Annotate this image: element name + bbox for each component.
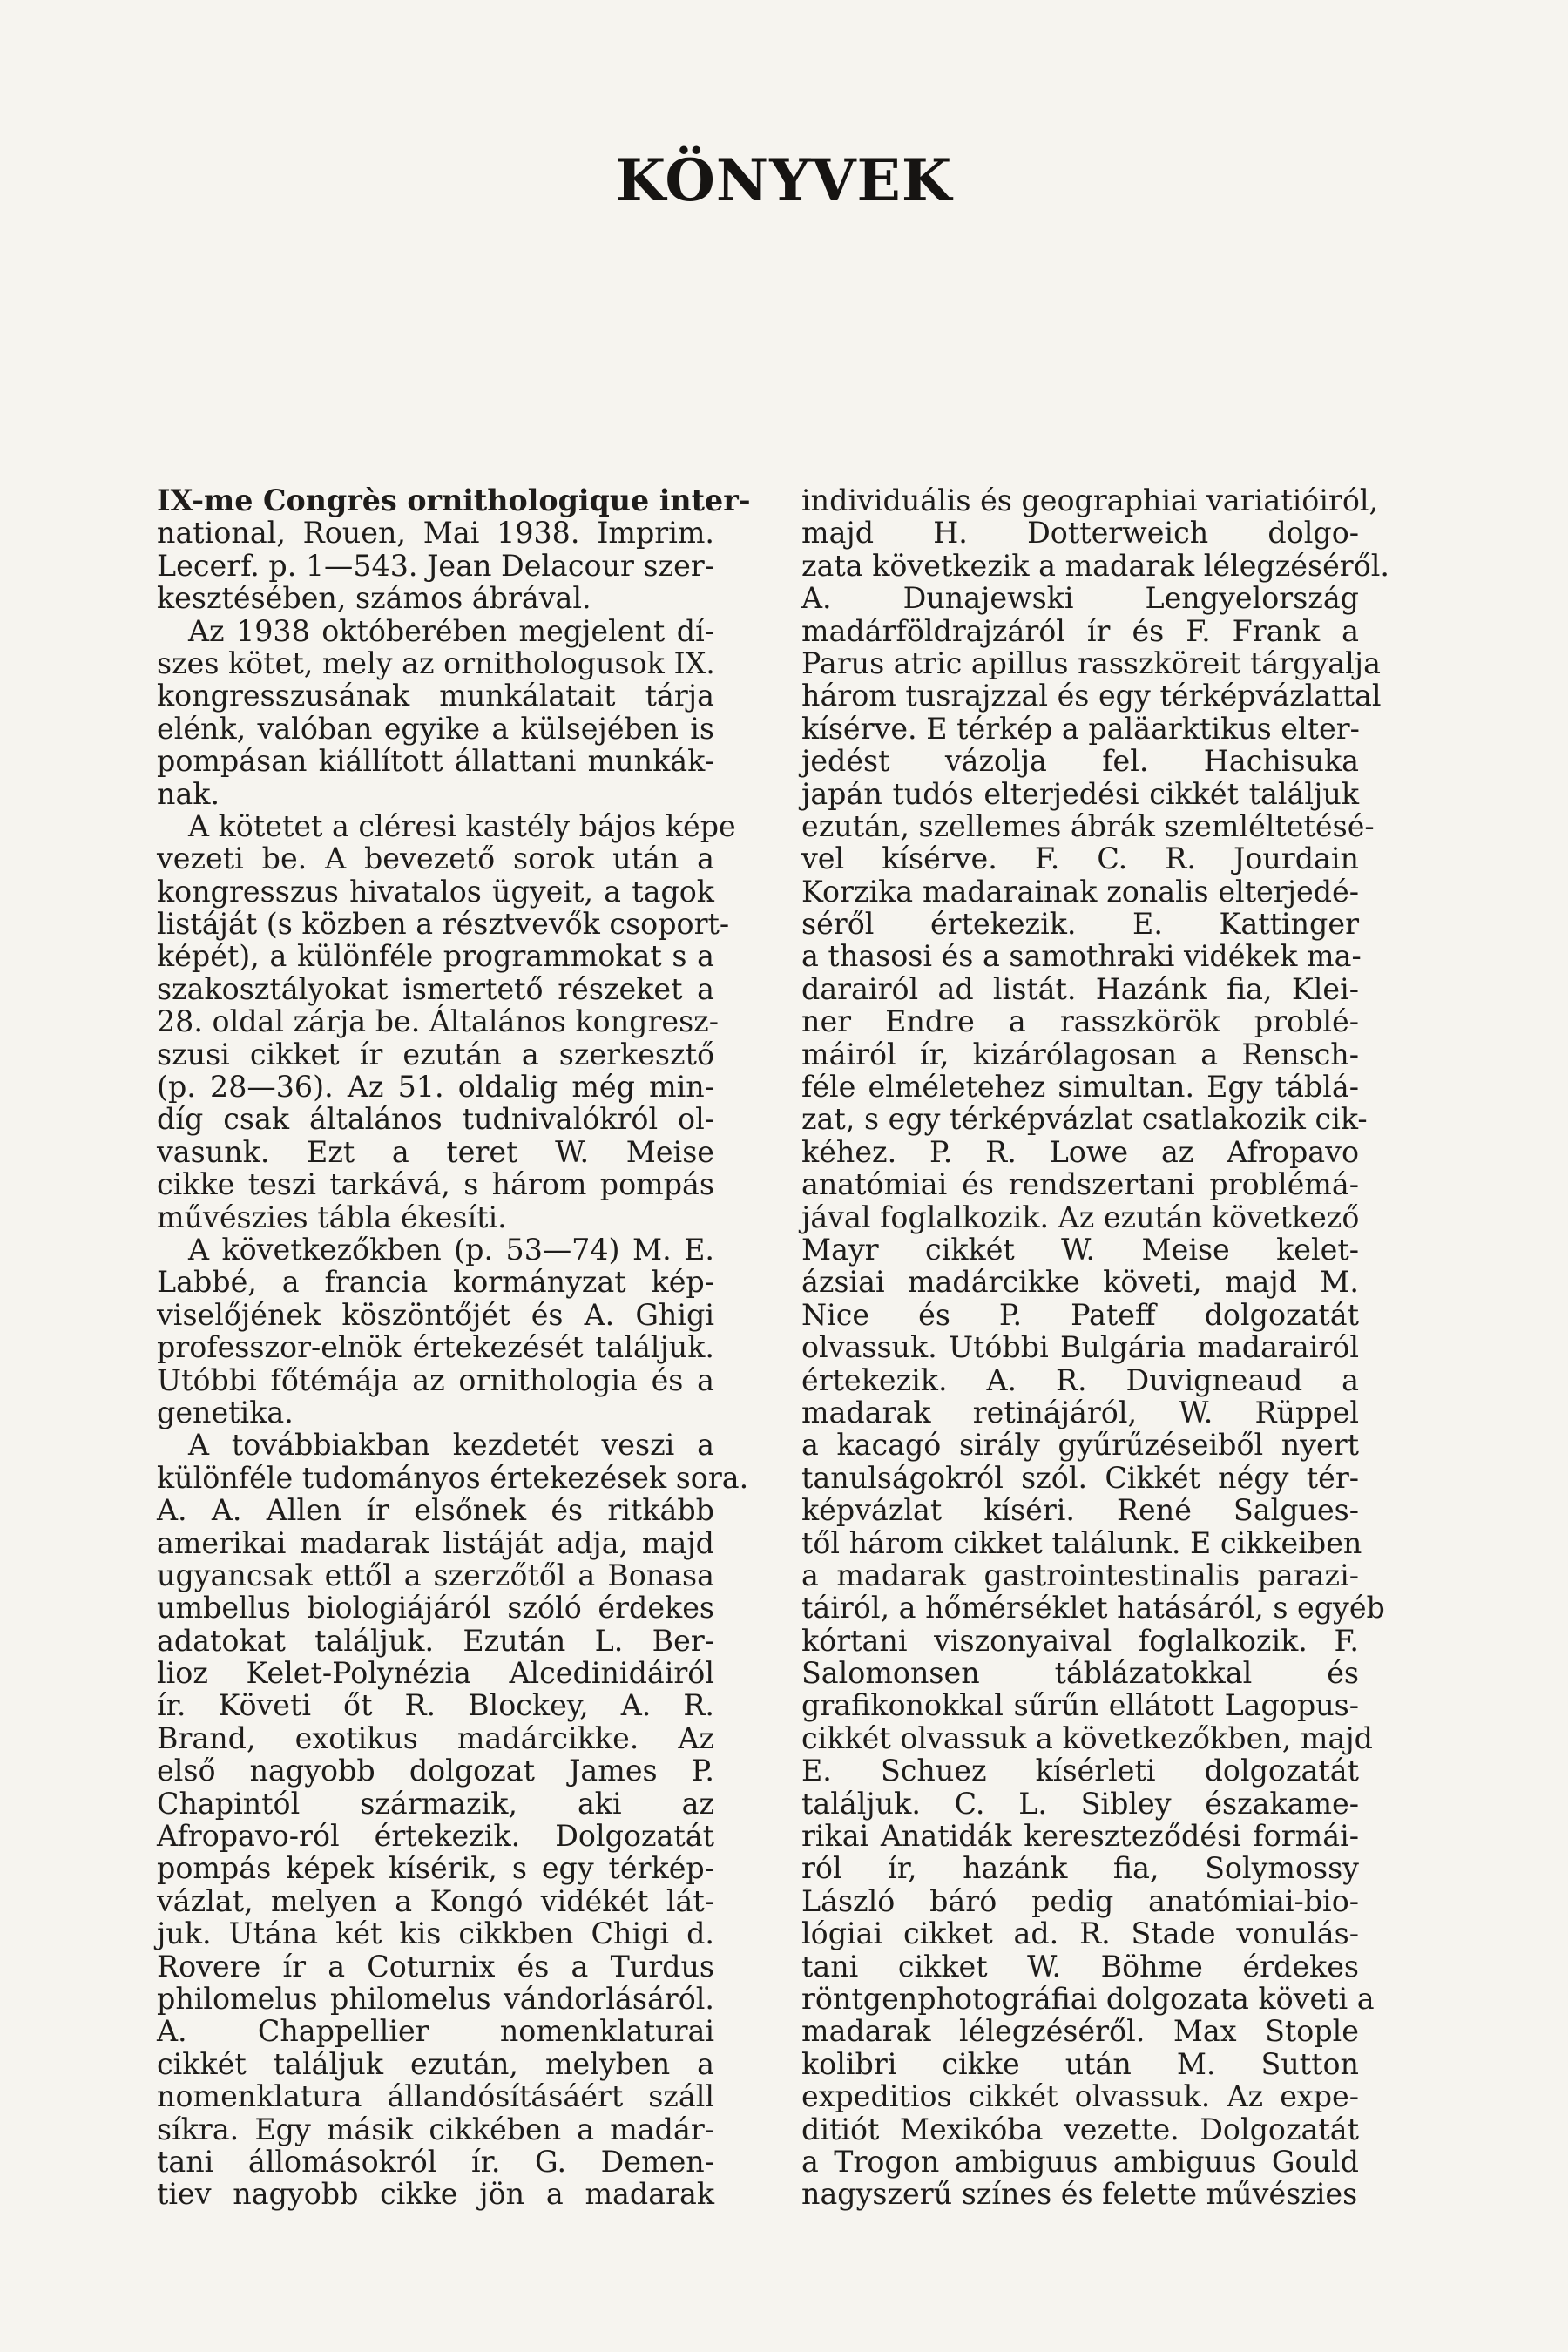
text-line: szes kötet, mely az ornithologusok IX. <box>157 645 715 680</box>
text-line: máiról ír, kizárólagosan a Rensch- <box>801 1037 1359 1071</box>
text-line: lioz Kelet-Polynézia Alcedinidáiról <box>157 1656 714 1691</box>
text-line: Afropavo-ról értekezik. Dolgozatát <box>157 1819 714 1854</box>
text-line: lógiai cikket ad. R. Stade vonulás- <box>801 1916 1359 1951</box>
text-line: anatómiai és rendszertani problémá- <box>801 1167 1359 1202</box>
text-line: ugyancsak ettől a szerzőtől a Bonasa <box>157 1558 714 1592</box>
text-line: kórtani viszonyaival foglalkozik. F. <box>801 1623 1359 1658</box>
text-line: díg csak általános tudnivalókról ol- <box>157 1102 714 1137</box>
text-line: kolibri cikke után M. Sutton <box>801 2046 1359 2081</box>
text-line: különféle tudományos értekezések sora. <box>157 1460 749 1495</box>
text-line: olvassuk. Utóbbi Bulgária madarairól <box>801 1330 1359 1365</box>
text-line: cikke teszi tarkává, s három pompás <box>157 1167 714 1202</box>
page-title: KÖNYVEK <box>615 146 953 214</box>
right-column <box>801 483 1389 2212</box>
text-line: Chapintól származik, aki az <box>157 1786 714 1821</box>
text-line: national, Rouen, Mai 1938. Imprim. <box>157 516 714 551</box>
text-line: IX-me Congrès ornithologique inter- <box>157 483 751 517</box>
text-line: vezeti be. A bevezető sorok után a <box>157 841 714 876</box>
text-line: individuális és geographiai variatióiról, <box>801 483 1379 517</box>
text-line: első nagyobb dolgozat James P. <box>157 1754 714 1788</box>
text-line: a madarak gastrointestinalis parazi- <box>801 1558 1359 1592</box>
text-line: kongresszusának munkálatait tárja <box>157 679 714 713</box>
text-line: amerikai madarak listáját adja, majd <box>157 1525 714 1560</box>
text-line: a kacagó sirály gyűrűzéseiből nyert <box>801 1428 1359 1463</box>
text-line: zat, s egy térképvázlat csatlakozik cik- <box>801 1102 1368 1137</box>
text-line: kesztésében, számos ábrával. <box>157 581 591 616</box>
text-line: A. A. Allen ír elsőnek és ritkább <box>157 1493 714 1528</box>
text-line: elénk, valóban egyike a külsejében is <box>157 711 714 746</box>
text-line: pompásan kiállított állattani munkák- <box>157 744 714 779</box>
text-line: viselőjének köszöntőjét és A. Ghigi <box>157 1297 714 1332</box>
text-line: tani cikket W. Böhme érdekes <box>801 1949 1359 1984</box>
text-line: darairól ad listát. Hazánk fia, Klei- <box>801 971 1359 1006</box>
text-line: Rovere ír a Coturnix és a Turdus <box>157 1949 714 1984</box>
text-line: ezután, szellemes ábrák szemléltetésé- <box>801 808 1375 843</box>
text-line: (p. 28—36). Az 51. oldalig még min- <box>157 1070 714 1105</box>
text-line: kongresszus hivatalos ügyeit, a tagok <box>157 874 714 909</box>
text-line: adatokat találjuk. Ezután L. Ber- <box>157 1623 714 1658</box>
text-line: tiev nagyobb cikke jön a madarak <box>157 2177 714 2212</box>
text-line: jedést vázolja fel. Hachisuka <box>801 744 1359 779</box>
text-line: féle elméletehez simultan. Egy táblá- <box>801 1070 1359 1105</box>
left-column <box>157 483 751 2212</box>
text-line: 28. oldal zárja be. Általános kongresz- <box>157 1004 719 1039</box>
text-line: Nice és P. Pateff dolgozatát <box>801 1297 1359 1332</box>
text-line: képét), a különféle programmokat s a <box>157 939 714 974</box>
text-line: Mayr cikkét W. Meise kelet- <box>801 1232 1359 1267</box>
text-line: majd H. Dotterweich dolgo- <box>801 516 1359 551</box>
text-line: professzor-elnök értekezését találjuk. <box>157 1330 714 1365</box>
text-line: listáját (s közben a résztvevők csoport- <box>157 907 730 942</box>
text-line: Lecerf. p. 1—543. Jean Delacour szer- <box>157 548 715 583</box>
text-line: művészies tábla ékesíti. <box>157 1200 507 1234</box>
text-line <box>157 483 751 517</box>
text-line: a thasosi és a samothraki vidékek ma- <box>801 939 1362 974</box>
text-line: síkra. Egy másik cikkében a madár- <box>157 2112 714 2146</box>
text-line: szusi cikket ír ezután a szerkesztő <box>157 1037 714 1071</box>
text-line: japán tudós elterjedési cikkét találjuk <box>801 776 1359 811</box>
text-line: rikai Anatidák kereszteződési formái- <box>801 1819 1359 1854</box>
text-line: madarak retinájáról, W. Rüppel <box>801 1395 1359 1429</box>
text-line: nak. <box>157 776 220 811</box>
text-line: táiról, a hőmérséklet hatásáról, s egyéb <box>801 1591 1385 1625</box>
text-line: Brand, exotikus madárcikke. Az <box>157 1720 714 1755</box>
text-line: ázsiai madárcikke követi, majd M. <box>801 1265 1359 1300</box>
text-line: vel kísérve. F. C. R. Jourdain <box>801 841 1359 876</box>
text-line: madarak lélegzéséről. Max Stople <box>801 2014 1359 2049</box>
text-line: genetika. <box>157 1395 294 1429</box>
text-line: zata következik a madarak lélegzéséről. <box>801 548 1389 583</box>
text-line: umbellus biologiájáról szóló érdekes <box>157 1591 714 1625</box>
text-line: képvázlat kíséri. René Salgues- <box>801 1493 1359 1528</box>
text-line: vasunk. Ezt a teret W. Meise <box>157 1134 714 1169</box>
text-line: pompás képek kísérik, s egy térkép- <box>157 1851 714 1886</box>
text-line: kísérve. E térkép a paläarktikus elter- <box>801 711 1360 746</box>
text-line: ditiót Mexikóba vezette. Dolgozatát <box>801 2112 1359 2146</box>
text-line: jával foglalkozik. Az ezután következő <box>801 1200 1360 1234</box>
text-line: séről értekezik. E. Kattinger <box>801 907 1359 942</box>
text-line: szakosztályokat ismertető részeket a <box>157 971 714 1006</box>
text-line: philomelus philomelus vándorlásáról. <box>157 1981 714 2016</box>
text-line: László báró pedig anatómiai-bio- <box>801 1883 1359 1918</box>
text-line: találjuk. C. L. Sibley északame- <box>801 1786 1359 1821</box>
text-line: A továbbiakban kezdetét veszi a <box>188 1428 714 1463</box>
text-line: a Trogon ambiguus ambiguus Gould <box>801 2144 1359 2179</box>
text-line: nagyszerű színes és felette művészies <box>801 2177 1358 2212</box>
text-line: Parus atric apillus rasszköreit tárgyalja <box>801 645 1381 680</box>
text-line: Az 1938 októberében megjelent dí- <box>188 613 714 648</box>
text-line: tanulságokról szól. Cikkét négy tér- <box>801 1460 1359 1495</box>
text-line: grafikonokkal sűrűn ellátott Lagopus- <box>801 1688 1359 1723</box>
text-line: röntgenphotográfiai dolgozata követi a <box>801 1981 1375 2016</box>
text-line: három tusrajzzal és egy térképvázlattal <box>801 679 1382 713</box>
text-line: vázlat, melyen a Kongó vidékét lát- <box>157 1883 714 1918</box>
text-line: Korzika madarainak zonalis elterjedé- <box>801 874 1359 909</box>
text-line: ról ír, hazánk fia, Solymossy <box>801 1851 1359 1886</box>
text-line: A. Chappellier nomenklaturai <box>157 2014 714 2049</box>
text-line: ner Endre a rasszkörök problé- <box>801 1004 1359 1039</box>
text-line: cikkét olvassuk a következőkben, majd <box>801 1720 1373 1755</box>
text-line: A kötetet a cléresi kastély bájos képe <box>188 808 736 843</box>
text-line: madárföldrajzáról ír és F. Frank a <box>801 613 1359 648</box>
text-line: Labbé, a francia kormányzat kép- <box>157 1265 714 1300</box>
text-line: E. Schuez kísérleti dolgozatát <box>801 1754 1359 1788</box>
text-line: A. Dunajewski Lengyelország <box>801 581 1359 616</box>
text-line: ír. Követi őt R. Blockey, A. R. <box>157 1688 714 1723</box>
text-line: nomenklatura állandósításáért száll <box>157 2079 714 2114</box>
text-line: Utóbbi főtémája az ornithologia és a <box>157 1362 714 1397</box>
text-line: kéhez. P. R. Lowe az Afropavo <box>801 1134 1359 1169</box>
text-line: Salomonsen táblázatokkal és <box>801 1656 1359 1691</box>
text-line: értekezik. A. R. Duvigneaud a <box>801 1362 1359 1397</box>
text-line: juk. Utána két kis cikkben Chigi d. <box>157 1916 714 1951</box>
text-line: A következőkben (p. 53—74) M. E. <box>188 1232 714 1267</box>
text-line: expeditios cikkét olvassuk. Az expe- <box>801 2079 1359 2114</box>
text-line: től három cikket találunk. E cikkeiben <box>801 1525 1362 1560</box>
text-line: cikkét találjuk ezután, melyben a <box>157 2046 714 2081</box>
text-line: tani állomásokról ír. G. Demen- <box>157 2144 714 2179</box>
